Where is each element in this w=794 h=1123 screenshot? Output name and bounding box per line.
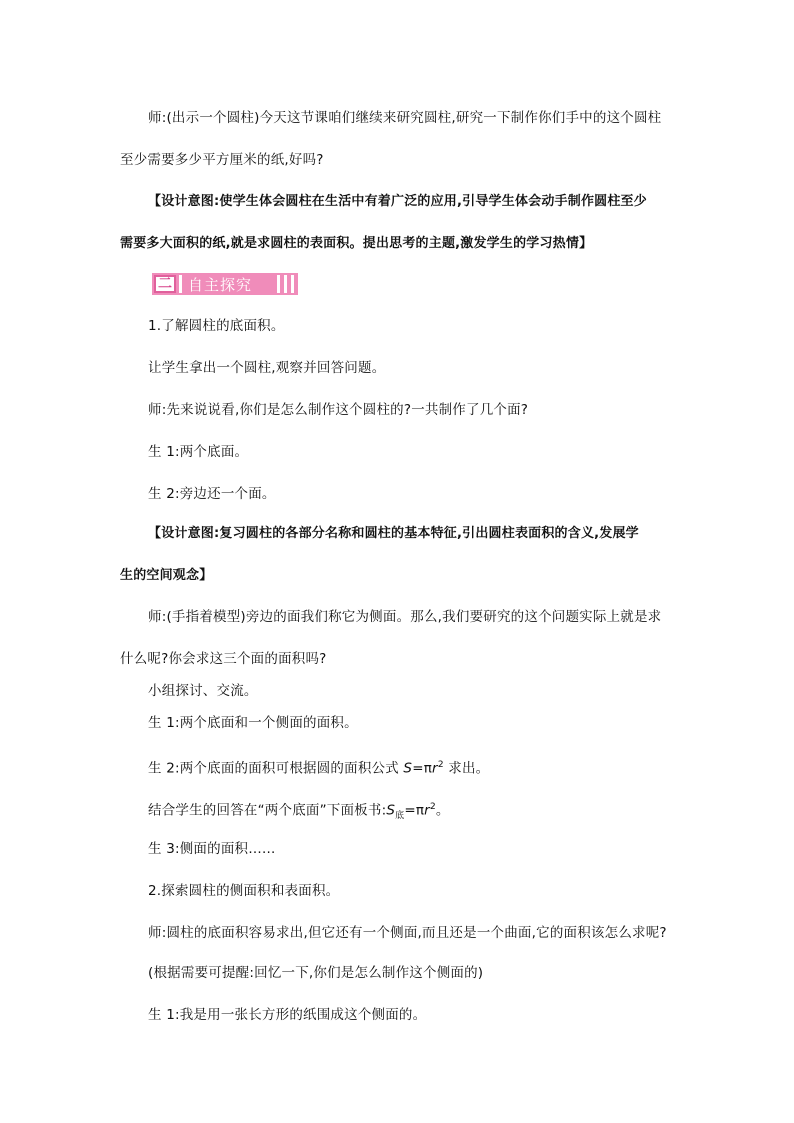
banner-stripes <box>277 275 294 293</box>
design-intent-1-line1: 【设计意图:使学生体会圆柱在生活中有着广泛的应用,引导学生体会动手制作圆柱至少 <box>148 194 647 209</box>
student-2-formula-answer: 生 2:两个底面的面积可根据圆的面积公式 $S=\pi r^2$ 求出。 <box>148 760 490 777</box>
student-1-area-answer: 生 1:两个底面和一个侧面的面积。 <box>148 715 358 731</box>
banner-divider <box>179 275 182 293</box>
instruction-line: 让学生拿出一个圆柱,观察并回答问题。 <box>148 360 386 376</box>
teacher-lateral-question: 师:圆柱的底面积容易求出,但它还有一个侧面,而且还是一个曲面,它的面积该怎么求呢? <box>148 925 667 941</box>
design-intent-2-line1: 【设计意图:复习圆柱的各部分名称和圆柱的基本特征,引出圆柱表面积的含义,发展学 <box>148 526 639 541</box>
student-1-answer: 生 1:两个底面。 <box>148 444 249 460</box>
student-2-answer: 生 2:旁边还一个面。 <box>148 486 276 502</box>
section-number: 二 <box>158 276 172 292</box>
teacher-side-face-line2: 什么呢?你会求这三个面的面积吗? <box>120 651 327 667</box>
step-2-heading: 2.探索圆柱的侧面积和表面积。 <box>148 883 340 899</box>
reminder-note: (根据需要可提醒:回忆一下,你们是怎么制作这个侧面的) <box>148 965 484 981</box>
design-intent-1-line2: 需要多大面积的纸,就是求圆柱的表面积。提出思考的主题,激发学生的学习热情】 <box>120 236 593 251</box>
design-intent-2-line2: 生的空间观念】 <box>120 568 213 583</box>
section-banner <box>152 273 298 295</box>
teacher-question: 师:先来说说看,你们是怎么制作这个圆柱的?一共制作了几个面? <box>148 402 529 418</box>
section-number-box <box>154 275 176 293</box>
student-1-rectangle-answer: 生 1:我是用一张长方形的纸围成这个侧面的。 <box>148 1007 427 1023</box>
blackboard-note: 结合学生的回答在“两个底面”下面板书$:S_底=\pi r^2$。 <box>148 802 450 822</box>
formula-S: S <box>403 760 413 777</box>
teacher-side-face-line1: 师:(手指着模型)旁边的面我们称它为侧面。那么,我们要研究的这个问题实际上就是求 <box>148 609 662 625</box>
paragraph-teacher-intro-line1: 师:(出示一个圆柱)今天这节课咱们继续来研究圆柱,研究一下制作你们手中的这个圆柱 <box>148 110 662 126</box>
student-3-answer: 生 3:侧面的面积…… <box>148 841 276 857</box>
paragraph-teacher-intro-line2: 至少需要多少平方厘米的纸,好吗? <box>120 152 324 168</box>
section-title: 自主探究 <box>188 275 253 294</box>
step-1-heading: 1.了解圆柱的底面积。 <box>148 318 285 334</box>
group-discussion: 小组探讨、交流。 <box>148 683 258 699</box>
